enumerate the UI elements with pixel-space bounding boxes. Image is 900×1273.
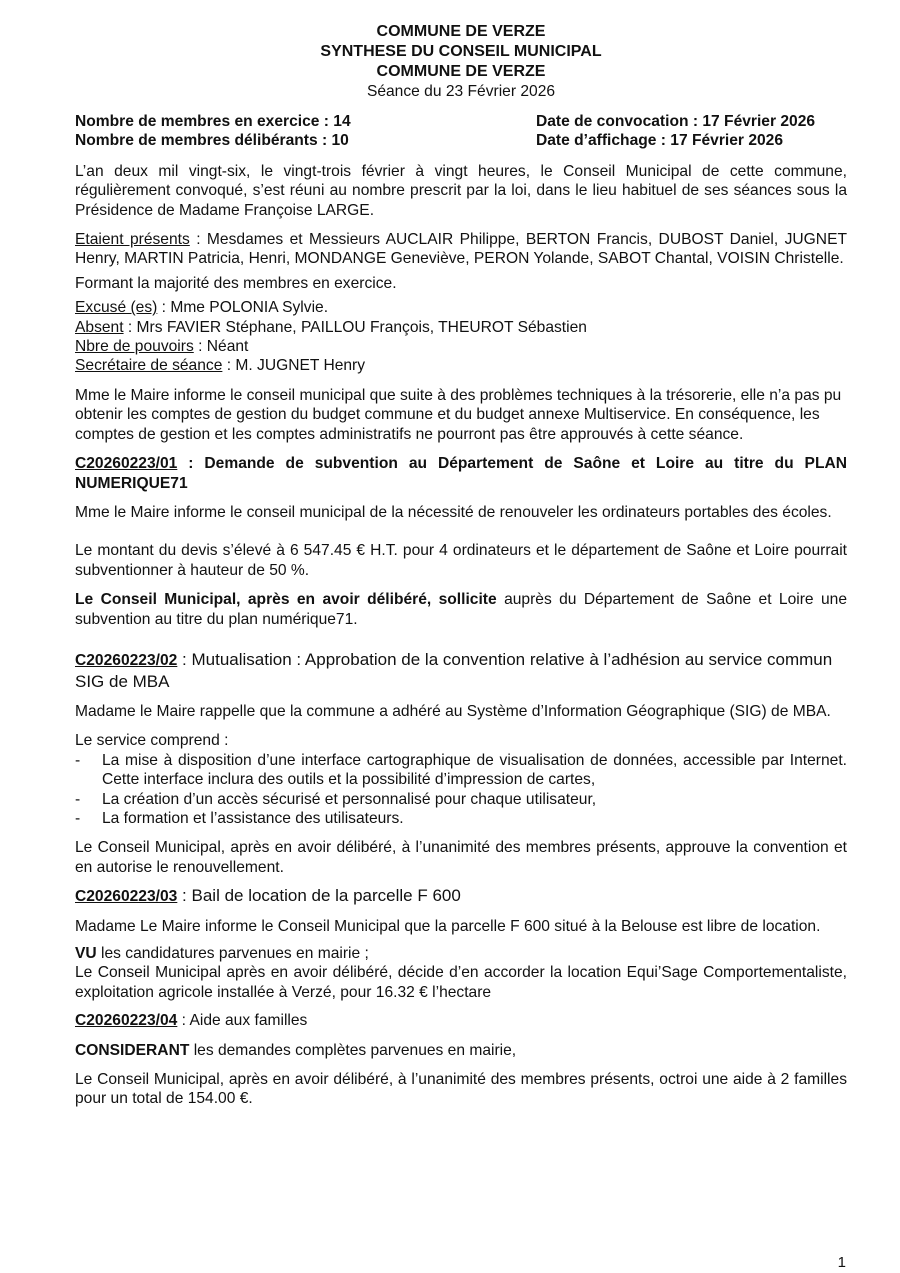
deliberation-3-heading — [75, 886, 847, 906]
list-item — [75, 809, 847, 828]
proxies-value: : Néant — [193, 338, 249, 356]
majority-note: Formant la majorité des membres en exercice. — [75, 274, 397, 292]
list-item-text: La création d’un accès sécurisé et personnalisé pour chaque utilisateur, — [102, 790, 597, 808]
deliberation-2-code: C20260223/02 — [75, 651, 178, 669]
intro-paragraph: L’an deux mil vingt-six, le vingt-trois février à vingt heures, le Conseil Municipal de cette commune, régulièrement convoqué, s’est réuni au nombre prescrit par la loi, dans le lieu habituel de ses séances sous la Présidence de Madame Françoise LARGE. — [75, 162, 847, 219]
list-item — [75, 790, 847, 809]
deliberation-2-title: : Mutualisation : Approbation de la convention relative à l’adhésion au service commun SIG de MBA — [75, 649, 833, 691]
deliberation-4-code: C20260223/04 — [75, 1012, 178, 1030]
deliberation-3-vu — [75, 944, 847, 963]
header-seance-date: Séance du 23 Février 2026 — [366, 83, 556, 100]
considerant-label: CONSIDERANT — [75, 1041, 190, 1059]
presents-label: Etaient présents — [75, 231, 190, 249]
list-dash: - — [75, 790, 81, 808]
excused-names: : Mme POLONIA Sylvie. — [157, 299, 329, 317]
deliberation-4-heading — [75, 1011, 847, 1030]
secretary-label: Secrétaire de séance — [75, 357, 223, 375]
deliberation-2-decision: Le Conseil Municipal, après en avoir délibéré, à l’unanimité des membres présents, approuve la convention et en autorise le renouvellement. — [75, 839, 847, 876]
meeting-meta — [75, 112, 847, 151]
header-commune: COMMUNE DE VERZE — [376, 23, 546, 40]
list-dash: - — [75, 809, 81, 827]
list-item — [75, 751, 847, 790]
proxies-line — [75, 337, 847, 356]
secretary-line — [75, 356, 847, 375]
header-title: SYNTHESE DU CONSEIL MUNICIPAL — [320, 43, 602, 60]
deliberation-1-amount: Le montant du devis s’élevé à 6 547.45 € H.T. pour 4 ordinateurs et le département de Saône et Loire pourrait subventionner à hauteur de 50 %. — [75, 542, 847, 579]
excused-line — [75, 298, 847, 317]
list-item-text: La formation et l’assistance des utilisateurs. — [102, 809, 404, 827]
deliberation-2-service-intro: Le service comprend : — [75, 732, 229, 750]
deliberation-3-decision: Le Conseil Municipal après en avoir délibéré, décide d’en accorder la location Equi’Sage Comportementaliste, exploitation agricole installée à Verzé, pour 16.32 € l’hectare — [75, 964, 847, 1001]
mayor-information: Mme le Maire informe le conseil municipal que suite à des problèmes techniques à la trésorerie, elle n’a pas pu obtenir les comptes de gestion du budget commune et du budget annexe Multiservice. En conséquence, les comptes de gestion et les comptes administratifs ne pourront pas être approuvés à cette séance. — [75, 386, 842, 443]
members-deliberating: Nombre de membres délibérants : 10 — [75, 132, 349, 150]
vu-label: VU — [75, 945, 97, 962]
deliberation-1-decision-text: auprès du Département de Saône et Loire une subvention au titre du plan numérique71. — [75, 591, 847, 628]
convocation-date: Date de convocation : 17 Février 2026 — [536, 113, 816, 130]
members-in-office: Nombre de membres en exercice : 14 — [75, 113, 351, 130]
deliberation-2-service-list — [75, 751, 847, 829]
posting-date: Date d’affichage : 17 Février 2026 — [536, 132, 784, 150]
list-item-text: La mise à disposition d’une interface cartographique de visualisation de données, accessible par Internet. Cette interface inclura des outils et la possibilité d’impression de cartes, — [102, 751, 847, 789]
absent-line — [75, 318, 847, 337]
considerant-text: les demandes complètes parvenues en mairie, — [189, 1041, 517, 1059]
deliberation-1-code: C20260223/01 — [75, 455, 178, 473]
deliberation-3-title: : Bail de location de la parcelle F 600 — [177, 886, 461, 906]
deliberation-1-decision-bold: Le Conseil Municipal, après en avoir délibéré, sollicite — [75, 591, 497, 609]
secretary-name: : M. JUGNET Henry — [222, 357, 366, 375]
presents-list: : Mesdames et Messieurs AUCLAIR Philippe, BERTON Francis, DUBOST Daniel, JUGNET Henry, MARTIN Patricia, Henri, MONDANGE Geneviève, PERON Yolande, SABOT Chantal, VOISIN Christelle. — [75, 231, 847, 268]
deliberation-3-paragraph: Madame Le Maire informe le Conseil Municipal que la parcelle F 600 situé à la Belouse est libre de location. — [75, 917, 821, 935]
deliberation-2-heading — [75, 649, 847, 692]
deliberation-2-paragraph: Madame le Maire rappelle que la commune a adhéré au Système d’Information Géographique (SIG) de MBA. — [75, 702, 831, 720]
proxies-label: Nbre de pouvoirs — [75, 338, 194, 356]
deliberation-4-decision: Le Conseil Municipal, après en avoir délibéré, à l’unanimité des membres présents, octroi une aide à 2 familles pour un total de 154.00 €. — [75, 1071, 847, 1108]
presents-paragraph — [75, 230, 847, 269]
deliberation-1-paragraph: Mme le Maire informe le conseil municipal de la nécessité de renouveler les ordinateurs portables des écoles. — [75, 503, 832, 521]
deliberation-1-heading — [75, 454, 847, 493]
absent-names: : Mrs FAVIER Stéphane, PAILLOU François, THEUROT Sébastien — [123, 318, 587, 336]
document-header — [75, 22, 847, 101]
excused-label: Excusé (es) — [75, 299, 158, 317]
deliberation-4-considerant — [75, 1041, 847, 1060]
deliberation-1-title: : Demande de subvention au Département de Saône et Loire au titre du PLAN NUMERIQUE71 — [75, 455, 847, 492]
deliberation-3-code: C20260223/03 — [75, 888, 178, 906]
document-page — [75, 22, 847, 1109]
vu-text: les candidatures parvenues en mairie ; — [96, 945, 369, 962]
deliberation-1-decision — [75, 590, 847, 629]
header-commune-repeat: COMMUNE DE VERZE — [376, 63, 546, 80]
page-number: 1 — [837, 1254, 846, 1271]
deliberation-4-title: : Aide aux familles — [177, 1012, 308, 1030]
list-dash: - — [75, 751, 81, 769]
attendance-block — [75, 298, 847, 376]
absent-label: Absent — [75, 318, 124, 336]
